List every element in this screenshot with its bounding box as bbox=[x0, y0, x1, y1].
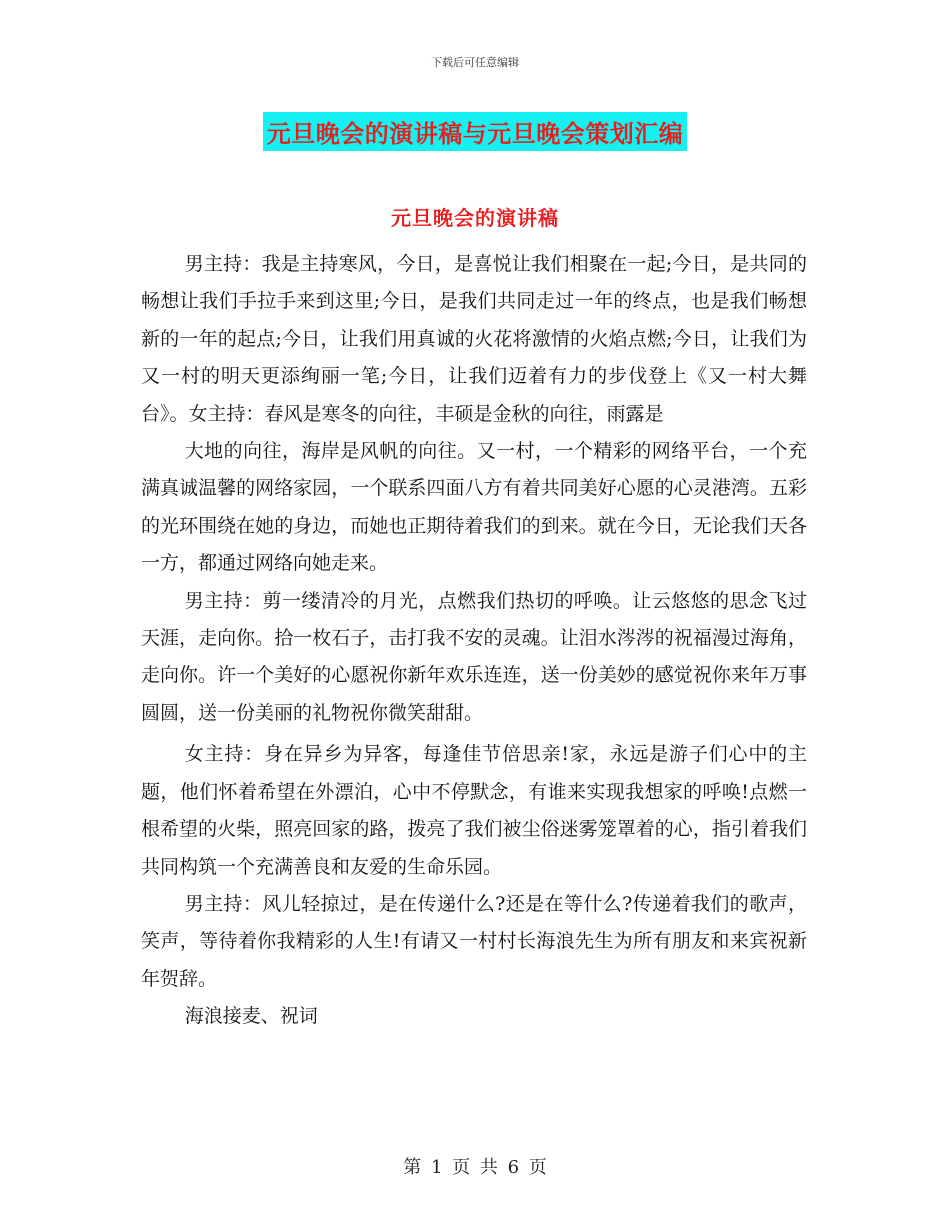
paragraph: 男主持：风儿轻掠过，是在传递什么?还是在等什么?传递着我们的歌声，笑声，等待着你我精彩的人生!有请又一村村长海浪先生为所有朋友和来宾祝新年贺辞。 bbox=[141, 892, 807, 990]
page-header-note: 下载后可任意编辑 bbox=[431, 56, 519, 69]
page-number-footer: 第 1 页 共 6 页 bbox=[403, 1157, 547, 1178]
paragraph: 男主持：我是主持寒风，今日，是喜悦让我们相聚在一起;今日，是共同的畅想让我们手拉手来到这里;今日，是我们共同走过一年的终点，也是我们畅想新的一年的起点;今日，让我们用真诚的火花将激情的火焰点燃;今日，让我们为又一村的明天更添绚丽一笔;今日，让我们迈着有力的步伐登上《又一村大舞台》。女主持：春风是寒冬的向往，丰硕是金秋的向往，雨露是 bbox=[141, 253, 807, 425]
section-title: 元旦晚会的演讲稿 bbox=[391, 206, 559, 230]
document-title: 元旦晚会的演讲稿与元旦晚会策划汇编 bbox=[263, 112, 688, 151]
paragraph: 海浪接麦、祝词 bbox=[184, 1005, 318, 1028]
paragraph: 大地的向往，海岸是风帆的向往。又一村，一个精彩的网络平台，一个充满真诚温馨的网络家园，一个联系四面八方有着共同美好心愿的心灵港湾。五彩的光环围绕在她的身边，而她也正期待着我们的到来。就在今日，无论我们天各一方，都通过网络向她走来。 bbox=[141, 440, 807, 575]
document-body bbox=[141, 246, 807, 1036]
document-title-container bbox=[0, 112, 950, 151]
paragraph: 男主持：剪一缕清冷的月光，点燃我们热切的呼唤。让云悠悠的思念飞过天涯，走向你。拾一枚石子，击打我不安的灵魂。让泪水涔涔的祝福漫过海角，走向你。许一个美好的心愿祝你新年欢乐连连，送一份美妙的感觉祝你来年万事圆圆，送一份美丽的礼物祝你微笑甜甜。 bbox=[141, 589, 807, 724]
paragraph: 女主持：身在异乡为异客，每逢佳节倍思亲!家，永远是游子们心中的主题，他们怀着希望在外漂泊，心中不停默念，有谁来实现我想家的呼唤!点燃一根希望的火柴，照亮回家的路，拨亮了我们被尘俗迷雾笼罩着的心，指引着我们共同构筑一个充满善良和友爱的生命乐园。 bbox=[141, 743, 807, 878]
